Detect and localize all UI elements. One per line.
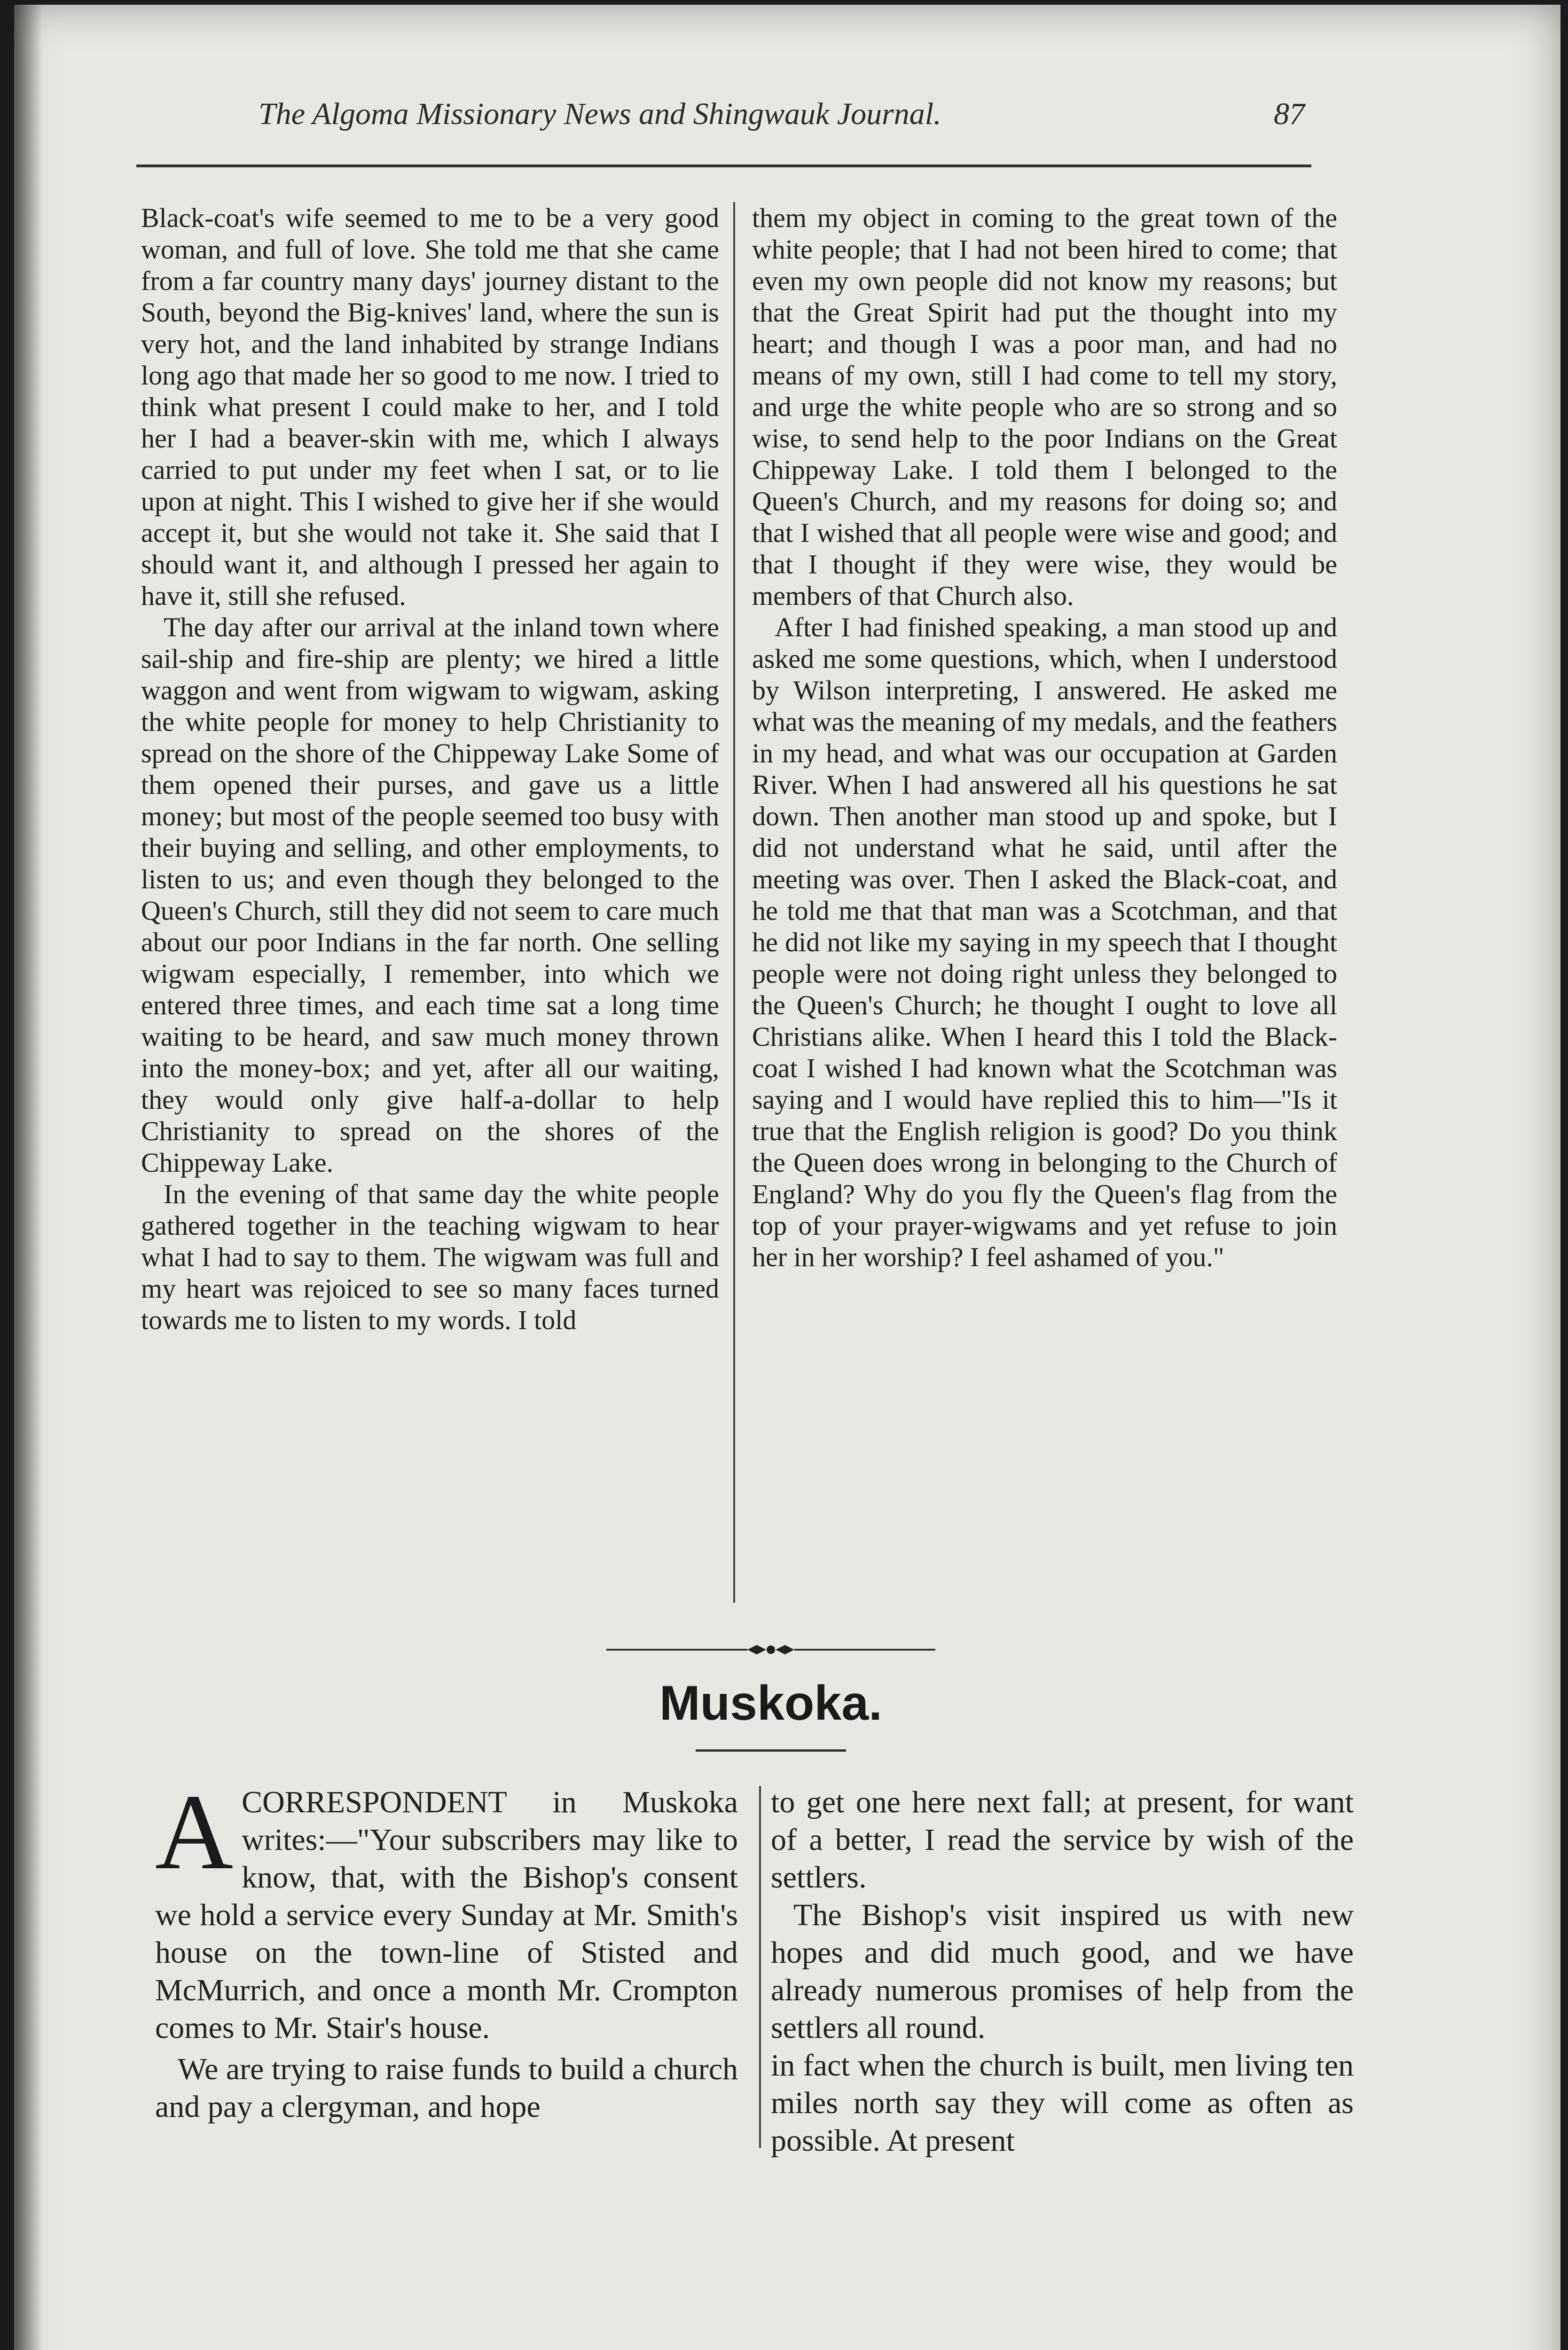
paragraph: After I had finished speaking, a man stood up and asked me some questions, which, when I understood by Wilson interpreting, I answered. He asked me what was the meaning of my medals, and the feathers in my head, and what was our occupation at Garden River. When I had answered all his questions he sat down. Then another man stood up and spoke, but I did not understand what he said, until after the meeting was over. Then I asked the Black-coat, and he told me that that man was a Scotchman, and that he did not like my saying in my speech that I thought people were not doing right unless they belonged to the Queen's Church; he thought I ought to love all Christians alike. When I heard this I told the Black-coat I wished I had known what the Scotchman was saying and I would have replied this to him—"Is it true that the English religion is good? Do you think the Queen does wrong in belonging to the Church of England? Why do you fly the Queen's flag from the top of your prayer-wigwams and yet refuse to join her in her worship? I feel ashamed of you." (752, 612, 1337, 1272)
article-column-right (752, 202, 1337, 1273)
newspaper-page (14, 5, 1560, 2350)
muskoka-column-right (771, 1784, 1354, 2160)
section-ornament (606, 1643, 935, 1657)
paragraph: Black-coat's wife seemed to me to be a very good woman, and full of love. She told me that she came from a far country many days' journey distant to the South, beyond the Big-knives' land, where the sun is very hot, and the land inhabited by strange Indians long ago that made her so good to me now. I tried to think what present I could make to her, and I told her I had a beaver-skin with me, which I always carried to put under my feet when I sat, or to lie upon at night. This I wished to give her if she would accept it, but she would not take it. She said that I should want it, and although I pressed her again to have it, still she refused. (141, 203, 719, 611)
paragraph-text: CORRESPONDENT in Muskoka writes:—"Your subscribers may like to know, that, with the Bishop's consent we hold a service every Sunday at Mr. Smith's house on the town-line of Stisted and McMurrich, and once a month Mr. Crompton comes to Mr. Stair's house. (155, 1785, 738, 2045)
paragraph: The Bishop's visit inspired us with new hopes and did much good, and we have already numerous promises of help from the settlers all round. (771, 1898, 1354, 2045)
paragraph (155, 1772, 738, 2047)
header-rule (136, 164, 1311, 167)
muskoka-column-left (155, 1772, 738, 2126)
article-column-left (141, 202, 719, 1336)
paragraph: The day after our arrival at the inland town where sail-ship and fire-ship are plenty; we hired a little waggon and went from wigwam to wigwam, asking the white people for money to help Christianity to spread on the shore of the Chippeway Lake Some of them opened their purses, and gave us a little money; but most of the people seemed too busy with their buying and selling, and other employments, to listen to us; and even though they belonged to the Queen's Church, still they did not seem to care much about our poor Indians in the far north. One selling wigwam especially, I remember, into which we entered three times, and each time sat a long time waiting to be heard, and saw much money thrown into the money-box; and yet, after all our waiting, they would only give half-a-dollar to help Christianity to spread on the shores of the Chippeway Lake. (141, 612, 719, 1178)
title-rule (696, 1749, 846, 1752)
section-title: Muskoka. (659, 1676, 882, 1731)
column-divider (733, 202, 735, 1603)
paragraph: We are trying to raise funds to build a church and pay a clergyman, and hope (155, 2052, 738, 2124)
paragraph: to get one here next fall; at present, for want of a better, I read the service by wish of the settlers. (771, 1785, 1354, 1895)
column-divider (759, 1786, 761, 2148)
running-header: The Algoma Missionary News and Shingwauk Journal. (259, 97, 941, 131)
drop-cap: A (155, 1772, 234, 1892)
paragraph: them my object in coming to the great town of the white people; that I had not been hired to come; that even my own people did not know my reasons; but that the Great Spirit had put the thought into my heart; and though I was a poor man, and had no means of my own, still I had come to tell my story, and urge the white people who are so strong and so wise, to send help to the poor Indians on the Great Chippeway Lake. I told them I belonged to the Queen's Church, and my reasons for doing so; and that I wished that all people were wise and good; and that I thought if they were wise, they would be members of that Church also. (752, 203, 1337, 611)
paragraph: in fact when the church is built, men living ten miles north say they will come as often as possible. At present (771, 2048, 1354, 2158)
paragraph: In the evening of that same day the white people gathered together in the teaching wigwam to hear what I had to say to them. The wigwam was full and my heart was rejoiced to see so many faces turned towards me to listen to my words. I told (141, 1179, 719, 1335)
page-number: 87 (1274, 97, 1305, 131)
